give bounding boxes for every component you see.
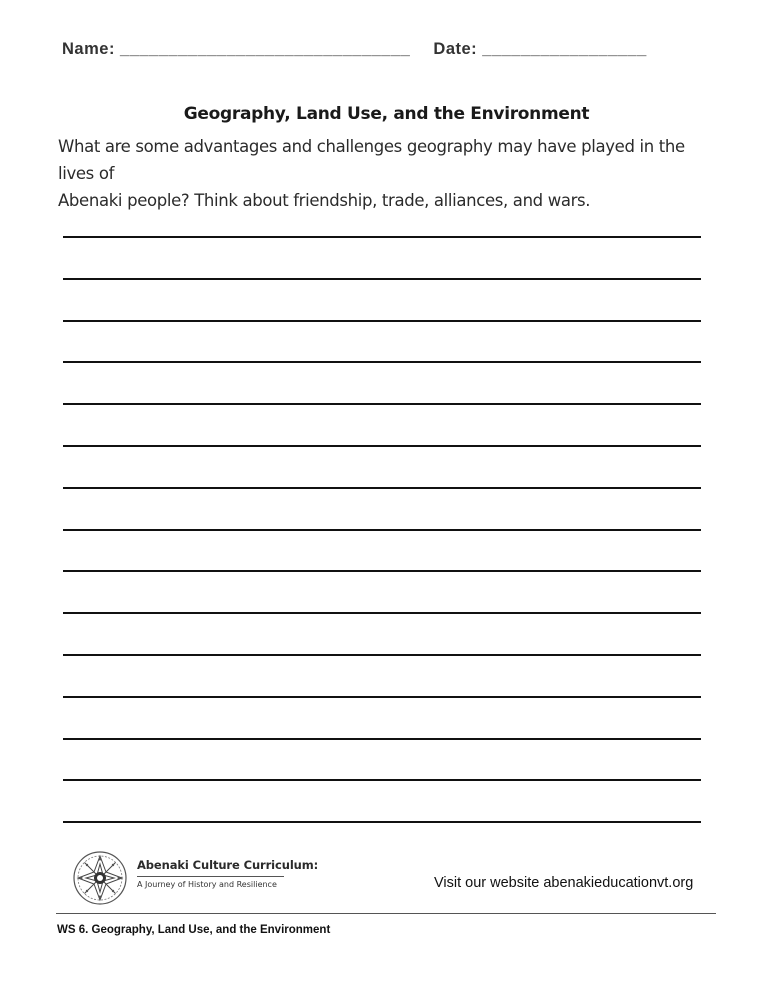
answer-line[interactable] xyxy=(63,529,701,531)
name-label: Name: xyxy=(62,40,115,58)
answer-line[interactable] xyxy=(63,696,701,698)
website-link-text: Visit our website abenakieducationvt.org xyxy=(434,875,694,891)
worksheet-title: Geography, Land Use, and the Environment xyxy=(183,104,590,124)
prompt-line-2: Abenaki people? Think about friendship, trade, alliances, and wars. xyxy=(58,191,591,210)
curriculum-title: Abenaki Culture Curriculum: xyxy=(137,858,319,872)
footer-label: WS 6. Geography, Land Use, and the Environment xyxy=(57,924,331,936)
answer-lines[interactable] xyxy=(63,0,701,1000)
answer-line[interactable] xyxy=(63,779,701,781)
answer-line[interactable] xyxy=(63,821,701,823)
answer-line[interactable] xyxy=(63,278,701,280)
date-blank[interactable]: _________________ xyxy=(482,40,647,58)
abenaki-medallion-icon xyxy=(72,850,128,906)
answer-line[interactable] xyxy=(63,570,701,572)
prompt-line-1: What are some advantages and challenges geography may have played in the lives of xyxy=(58,137,685,183)
footer-divider xyxy=(56,913,716,914)
answer-line[interactable] xyxy=(63,403,701,405)
name-blank[interactable]: ______________________________ xyxy=(120,40,411,58)
answer-line[interactable] xyxy=(63,445,701,447)
answer-line[interactable] xyxy=(63,612,701,614)
curriculum-divider xyxy=(137,876,284,877)
answer-line[interactable] xyxy=(63,361,701,363)
curriculum-subtitle: A Journey of History and Resilience xyxy=(137,880,277,889)
answer-line[interactable] xyxy=(63,487,701,489)
date-label: Date: xyxy=(433,40,478,58)
answer-line[interactable] xyxy=(63,320,701,322)
answer-line[interactable] xyxy=(63,236,701,238)
answer-line[interactable] xyxy=(63,738,701,740)
answer-line[interactable] xyxy=(63,654,701,656)
